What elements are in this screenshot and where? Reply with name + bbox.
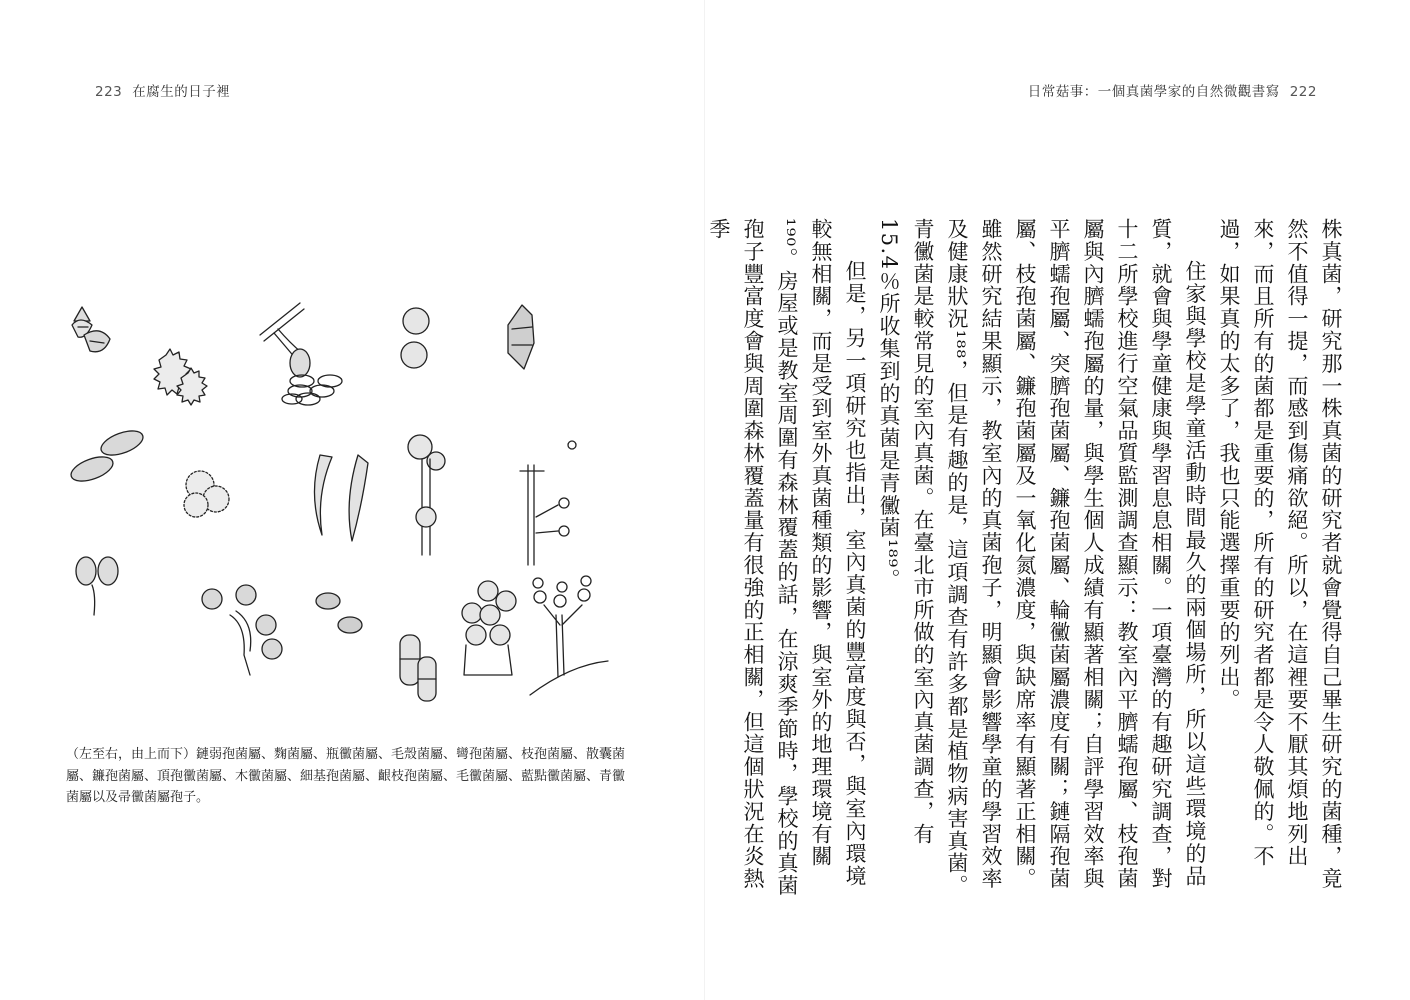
chain-spores-drawing <box>72 307 110 352</box>
left-running-title: 在腐生的日子裡 <box>132 84 231 100</box>
right-running-title: 日常菇事：一個真菌學家的自然微觀書寫 <box>1027 84 1280 100</box>
mucor-drawing <box>462 581 516 675</box>
acremonium-chain-drawing <box>408 435 445 555</box>
fungal-spores-illustration <box>60 295 620 715</box>
fusarium-spores-drawing <box>314 455 368 541</box>
body-paragraph: 但是，另一項研究也指出，室內真菌的豐富度與否，與室內環境較無相關，而是受到室外真菌種類的影響，與室外的地理環境有關¹⁹⁰。房屋或是教室周圍有森林覆蓋的話，在涼爽季節時，學校的真菌孢子豐富度會與周圍森林覆蓋量有很強的正相關，但這個狀況在炎熱季 <box>707 218 867 898</box>
body-paragraph: 株真菌，研究那一株真菌的研究者就會覺得自己畢生研究的菌種，竟然不值得一提，而感到傷痛欲絕。所以，在這裡要不厭其煩地列出來，而且所有的菌都是重要的，所有的研究者都是令人敬佩的。不過，如果真的太多了，我也只能選擇重要的列出。 <box>1217 218 1343 890</box>
oval-spores-drawing <box>68 426 146 486</box>
curved-spore-drawing <box>508 305 534 369</box>
right-running-header <box>1028 80 1317 100</box>
branching-conidiophore-drawing <box>520 441 576 565</box>
double-cell-spores-drawing <box>400 635 436 701</box>
left-running-header <box>95 80 230 100</box>
left-page-number: 223 <box>95 84 123 100</box>
vertical-body-text <box>702 218 1348 908</box>
trichoderma-drawing <box>202 585 282 675</box>
figure-caption: （左至右，由上而下）鏈弱孢菌屬、麴菌屬、瓶黴菌屬、毛殼菌屬、彎孢菌屬、枝孢菌屬、散囊菌屬、鐮孢菌屬、頂孢黴菌屬、木黴菌屬、細基孢菌屬、齦枝孢菌屬、毛黴菌屬、藍點黴菌屬、青黴菌屬以及帚黴菌屬孢子。 <box>66 747 626 805</box>
spiny-round-spores-drawing <box>184 471 229 517</box>
small-oval-spores-drawing <box>316 593 362 633</box>
right-page-number: 222 <box>1289 84 1317 100</box>
cladosporium-drawing <box>76 557 118 615</box>
phialophora-drawing <box>260 303 342 405</box>
penicillium-drawing <box>530 576 608 695</box>
spiny-spore-chain-drawing <box>154 349 207 405</box>
body-paragraph: 住家與學校是學童活動時間最久的兩個場所，所以這些環境的品質，就會與學童健康與學習息息相關。一項臺灣的有趣研究調查，對十二所學校進行空氣品質監測調查顯示：教室內平臍蠕孢屬、枝孢菌屬與內臍蠕孢屬的量，與學生個人成績有顯著相關；自評學習效率與平臍蠕孢屬、突臍孢菌屬、鐮孢菌屬、輪黴菌屬濃度有關；鏈隔孢菌屬、枝孢菌屬、鐮孢菌屬及一氧化氮濃度，與缺席率有顯著正相關。雖然研究結果顯示，教室內的真菌孢子，明顯會影響學童的學習效率及健康狀況¹⁸⁸，但是有趣的是，這項調查有許多都是植物病害真菌。青黴菌是較常見的室內真菌。在臺北市所做的室內真菌調查，有15.4％所收集到的真菌是青黴菌¹⁸⁹。 <box>877 218 1207 898</box>
round-spores-drawing <box>401 308 429 368</box>
